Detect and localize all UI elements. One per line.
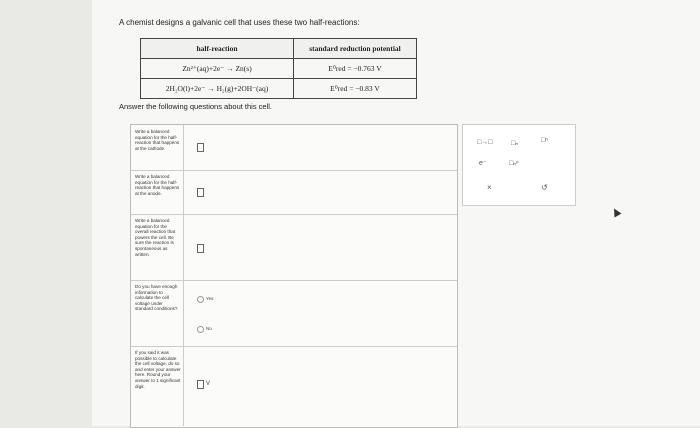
question-row-anode <box>131 170 457 215</box>
question-row-overall <box>131 214 457 281</box>
answer-cell-voltage <box>183 346 458 426</box>
answer-cell-cathode <box>183 125 458 170</box>
subscript-template-button[interactable]: □ₙ <box>511 140 519 147</box>
yes-label: Yes <box>206 296 214 301</box>
undo-icon[interactable]: ↺ <box>541 183 548 192</box>
answer-cell-overall <box>183 214 458 280</box>
half-reaction-table <box>140 38 417 99</box>
voltage-answer-box[interactable] <box>197 380 204 389</box>
cathode-answer-box[interactable] <box>197 143 204 152</box>
question-enough-info: Do you have enough information to calculate the cell voltage under standard conditions? <box>135 284 178 312</box>
question-row-voltage <box>131 346 457 426</box>
question-row-cathode <box>131 125 457 171</box>
voltage-unit: V <box>206 381 211 387</box>
superscript-template-button[interactable]: □ⁿ <box>541 137 548 144</box>
electron-button[interactable]: e⁻ <box>479 160 487 167</box>
clear-icon[interactable]: × <box>487 183 492 192</box>
potential-1: E⁰red = −0.763 V <box>294 59 417 79</box>
no-radio[interactable] <box>197 326 204 333</box>
question-grid <box>130 124 458 428</box>
reaction-1: Zn²⁺(aq)+2e⁻ → Zn(s) <box>141 59 294 79</box>
problem-intro: A chemist designs a galvanic cell that uses these two half-reactions: <box>119 18 360 27</box>
potential-2: E⁰red = −0.83 V <box>294 79 417 99</box>
question-anode: Write a balanced equation for the half-reaction that happens at the anode. <box>135 174 180 196</box>
question-row-enough-info <box>131 280 457 347</box>
arrow-template-button[interactable]: □→□ <box>477 139 493 146</box>
yes-radio[interactable] <box>197 296 204 303</box>
question-voltage: If you said it was possible to calculate the cell voltage, do so and enter your answer here. Round your answer to 1 significant digit. <box>135 350 181 389</box>
reaction-2: 2H₂O(l)+2e⁻ → H₂(g)+2OH⁻(aq) <box>141 79 294 99</box>
header-half-reaction: half-reaction <box>141 39 294 59</box>
overall-answer-box[interactable] <box>197 244 204 253</box>
anode-answer-box[interactable] <box>197 188 204 197</box>
header-reduction-potential: standard reduction potential <box>294 39 417 59</box>
question-cathode: Write a balanced equation for the half-reaction that happens at the cathode. <box>135 129 180 151</box>
equation-palette <box>462 124 576 206</box>
no-label: No <box>206 326 212 331</box>
question-overall: Write a balanced equation for the overall reaction that powers the cell. Be sure the reaction is spontaneous as written. <box>135 218 176 257</box>
answer-cell-enough-info <box>183 280 458 346</box>
answer-cell-anode <box>183 170 458 214</box>
subsup-template-button[interactable]: □ₙⁿ <box>509 160 519 167</box>
answer-instructions: Answer the following questions about this cell. <box>119 102 273 111</box>
